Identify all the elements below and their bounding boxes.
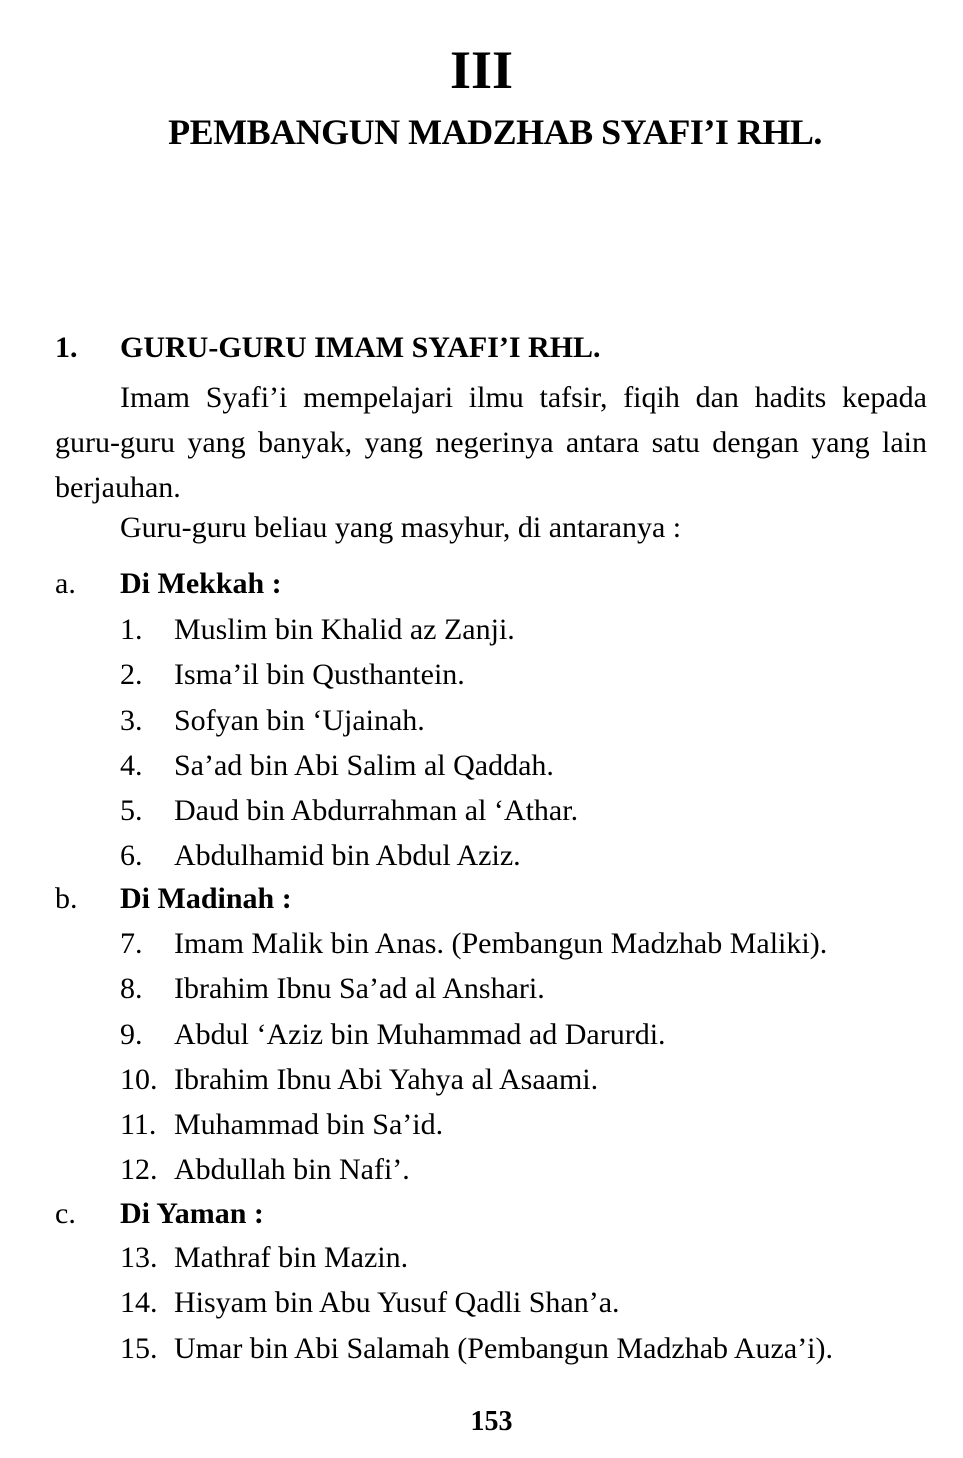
list-item: [120, 652, 920, 697]
item-number: 5.: [120, 794, 143, 828]
region-heading-mekkah: [55, 562, 282, 606]
item-number: 2.: [120, 658, 143, 692]
region-name: Di Mekkah :: [120, 567, 282, 600]
list-item: [120, 698, 920, 743]
item-number: 9.: [120, 1017, 143, 1051]
section-title: GURU-GURU IMAM SYAFI’I RHL.: [120, 331, 601, 364]
teacher-name: Ibrahim Ibnu Sa’ad al Anshari.: [174, 972, 545, 1006]
list-item: [120, 1326, 920, 1371]
list-item: [120, 788, 920, 833]
teacher-name: Muhammad bin Sa’id.: [174, 1108, 444, 1142]
item-number: 12.: [120, 1153, 158, 1187]
teacher-name: Isma’il bin Qusthantein.: [174, 658, 465, 692]
region-letter: b.: [55, 882, 78, 915]
list-item: [120, 1280, 920, 1325]
teacher-name: Muslim bin Khalid az Zanji.: [174, 613, 515, 646]
region-heading-yaman: [55, 1192, 264, 1236]
teacher-name: Mathraf bin Mazin.: [174, 1241, 409, 1274]
chapter-title: PEMBANGUN MADZHAB SYAFI’I RHL.: [168, 112, 822, 152]
list-item: [120, 607, 920, 652]
region-letter: a.: [55, 567, 76, 600]
list-item: [120, 1235, 920, 1280]
chapter-number: III: [449, 40, 514, 100]
item-number: 3.: [120, 703, 143, 737]
section-heading: [55, 326, 601, 370]
list-item: [120, 833, 920, 878]
region-name: Di Yaman :: [120, 1197, 264, 1230]
teacher-name: Daud bin Abdurrahman al ‘Athar.: [174, 794, 579, 828]
item-number: 15.: [120, 1331, 158, 1365]
section-number: 1.: [55, 331, 78, 364]
list-item: [120, 1012, 920, 1057]
list-item: [120, 743, 920, 788]
teacher-name: Abdullah bin Nafi’.: [174, 1153, 410, 1187]
item-number: 13.: [120, 1241, 158, 1274]
item-number: 14.: [120, 1286, 158, 1320]
list-item: [120, 1102, 920, 1147]
item-number: 11.: [120, 1108, 157, 1142]
teacher-list-mekkah: [120, 607, 920, 879]
teacher-name: Sofyan bin ‘Ujainah.: [174, 703, 425, 737]
item-number: 7.: [120, 927, 143, 960]
teacher-name: Umar bin Abi Salamah (Pembangun Madzhab Auza’i).: [174, 1331, 834, 1365]
teacher-list-madinah: [120, 921, 920, 1193]
item-number: 1.: [120, 613, 143, 646]
list-item: [120, 1057, 920, 1102]
list-item: [120, 1147, 920, 1192]
region-name: Di Madinah :: [120, 882, 292, 915]
teacher-name: Hisyam bin Abu Yusuf Qadli Shan’a.: [174, 1286, 620, 1320]
item-number: 8.: [120, 972, 143, 1006]
item-number: 10.: [120, 1062, 158, 1096]
teacher-name: Imam Malik bin Anas. (Pembangun Madzhab Maliki).: [174, 927, 828, 960]
teacher-name: Sa’ad bin Abi Salim al Qaddah.: [174, 748, 554, 782]
region-letter: c.: [55, 1197, 76, 1230]
teachers-intro-paragraph: Guru-guru beliau yang masyhur, di antaranya :: [120, 511, 682, 544]
teacher-name: Ibrahim Ibnu Abi Yahya al Asaami.: [174, 1062, 599, 1096]
item-number: 6.: [120, 839, 143, 873]
region-heading-madinah: [55, 877, 292, 921]
teacher-name: Abdulhamid bin Abdul Aziz.: [174, 839, 521, 873]
teacher-name: Abdul ‘Aziz bin Muhammad ad Darurdi.: [174, 1017, 666, 1051]
teacher-list-yaman: [120, 1235, 920, 1371]
list-item: [120, 966, 920, 1011]
intro-paragraph: Imam Syafi’i mempelajari ilmu tafsir, fiqih dan hadits kepada guru-guru yang banyak, yang negerinya antara satu dengan yang lain berjauhan.: [55, 381, 927, 504]
list-item: [120, 921, 920, 966]
item-number: 4.: [120, 748, 143, 782]
page-number: 153: [470, 1406, 513, 1437]
